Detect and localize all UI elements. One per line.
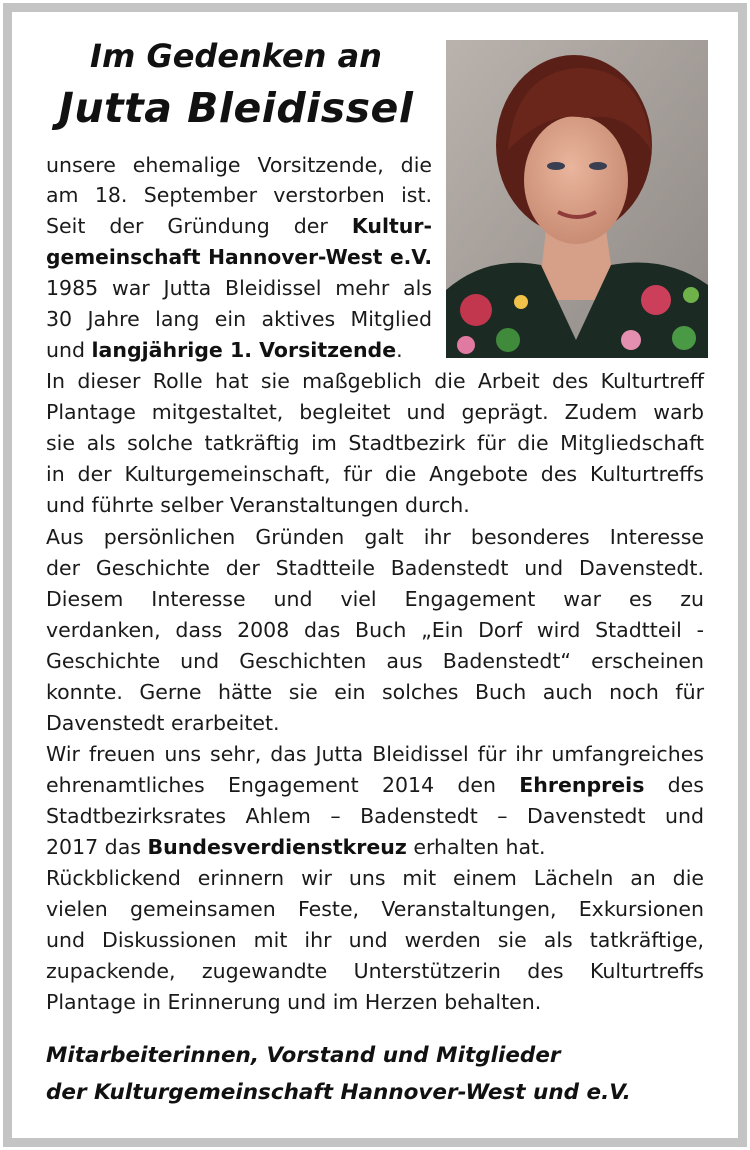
text-line: in der Kulturgemeinschaft, für die Angebote des Kulturtreffs [46,462,704,486]
bold-term: Kultur- [351,214,432,238]
text-line: am 18. September verstorben ist. [46,183,432,207]
text-segment: Seit der Gründung der [46,214,328,238]
text-segment: 2017 das [46,835,141,859]
deceased-name: Jutta Bleidissel [58,84,414,132]
text-line: gemeinschaft Hannover-West e.V. [46,245,432,269]
text-line: der Geschichte der Stadtteile Badenstedt und Davenstedt. [46,556,704,580]
text-segment: des [667,773,704,797]
text-line: unsere ehemalige Vorsitzende, die [46,153,432,177]
portrait-photo [446,40,708,358]
text-line: vielen gemeinsamen Feste, Veranstaltungen, Exkursionen [46,897,704,921]
text-line: sie als solche tatkräftig im Stadtbezirk für die Mitgliedschaft [46,431,704,455]
text-line: Diesem Interesse und viel Engagement war es zu [46,587,704,611]
text-line [46,211,432,241]
text-line [46,335,403,365]
bold-term: langjährige 1. Vorsitzende [91,338,397,362]
text-segment: und [46,338,85,362]
text-line: verdanken, dass 2008 das Buch „Ein Dorf wird Stadtteil - [46,618,704,642]
text-line: 1985 war Jutta Bleidissel mehr als [46,276,432,300]
text-line [46,832,546,862]
text-line: Davenstedt erarbeitet. [46,711,280,735]
signature-line-2: der Kulturgemeinschaft Hannover-West und e.V. [46,1080,631,1105]
text-line: Rückblickend erinnern wir uns mit einem Lächeln an die [46,866,704,890]
text-segment: . [396,338,403,362]
text-line: Aus persönlichen Gründen galt ihr besonderes Interesse [46,525,704,549]
text-line: Plantage in Erinnerung und im Herzen behalten. [46,990,542,1014]
signature-line-1: Mitarbeiterinnen, Vorstand und Mitglieder [46,1043,561,1068]
text-line [46,770,704,800]
text-line: In dieser Rolle hat sie maßgeblich die Arbeit des Kulturtreff [46,369,704,393]
text-line: und führte selber Veranstaltungen durch. [46,493,470,517]
text-segment: ehrenamtliches Engagement 2014 den [46,773,497,797]
text-line: Plantage mitgestaltet, begleitet und geprägt. Zudem warb [46,400,704,424]
text-line: und Diskussionen mit ihr und werden sie als tatkräftige, [46,928,704,952]
text-line: konnte. Gerne hätte sie ein solches Buch auch noch für [46,680,704,704]
text-line: 30 Jahre lang ein aktives Mitglied [46,307,432,331]
heading-in-memory: Im Gedenken an [90,37,382,75]
text-segment: erhalten hat. [413,835,546,859]
bold-term: Ehrenpreis [519,773,645,797]
text-line: zupackende, zugewandte Unterstützerin des Kulturtreffs [46,959,704,983]
text-line: Geschichte und Geschichten aus Badenstedt“ erscheinen [46,649,704,673]
text-line: Stadtbezirksrates Ahlem – Badenstedt – Davenstedt und [46,804,704,828]
text-line: Wir freuen uns sehr, das Jutta Bleidissel für ihr umfangreiches [46,742,704,766]
bold-term: Bundesverdienstkreuz [147,835,407,859]
